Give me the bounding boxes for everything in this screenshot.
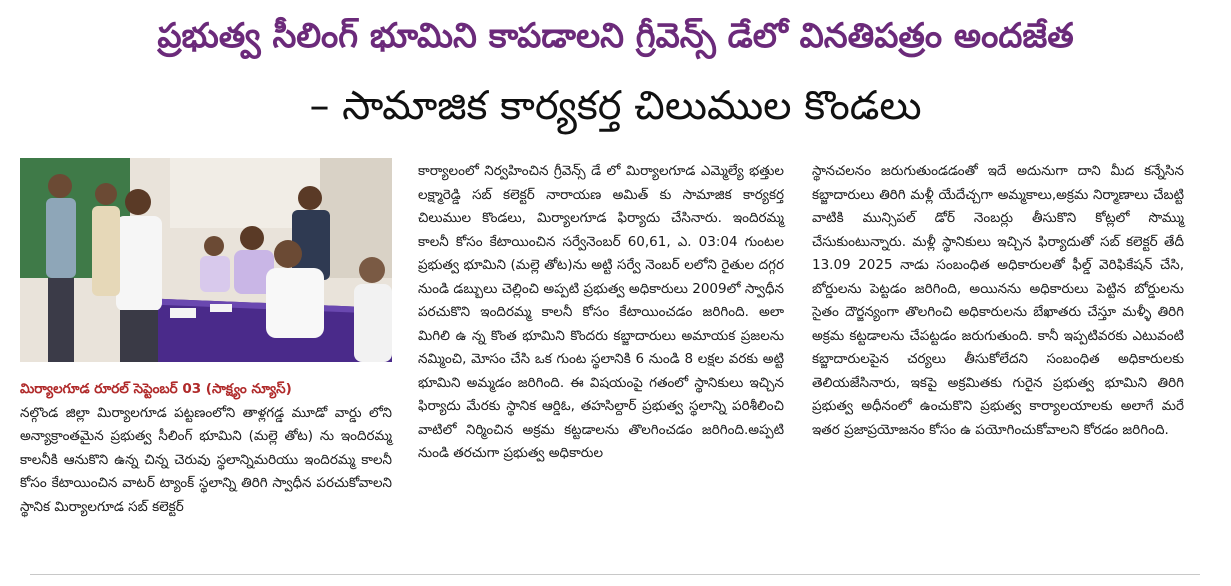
article-paragraph-2: కార్యాలంలో నిర్వహించిన గ్రీవెన్స్ డే లో మిర్యాలగూడ ఎమ్మెల్యే భత్తుల లక్ష్మారెడ్డి సబ్ కలెక్టర్ నారాయణ అమిత్ కు సామాజిక కార్యకర్త చిలుముల కొండలు, మిర్యాలగూడ ఫిర్యాదు చేసినారు. ఇందిరమ్మ కాలనీ కోసం కేటాయించిన సర్వేనెంబర్ 60,61, ఎ. 03:04 గుంటల ప్రభుత్వ భూమిని (మల్లె తోట)ను అట్టి సర్వే నెంబర్ లలోని రైతుల దగ్గర నుండి డబ్బులు చెల్లించి అప్పటి ప్రభుత్వ అధికారులు 2009లో స్వాధీన పరచుకొని ఇందిరమ్మ కాలనీ కోసం కేటాయించడం జరిగింది. అలా మిగిలి ఉ న్న కొంత భూమిని కొందరు కబ్జాదారులు అమాయక ప్రజలను నమ్మించి, మోసం చేసి ఒక గుంట స్థలానికి 6 నుండి 8 లక్షల వరకు అట్టి భూమిని అమ్మడం జరిగింది. ఈ విషయంపై గతంలో స్థానికులు ఇచ్చిన ఫిర్యాదు మేరకు స్థానిక ఆర్డిఓ, తహసిల్దార్ ప్రభుత్వ స్థలాన్ని పరిశీలించి వాటిలో నిర్మించిన అక్రమ కట్టడాలను తొలగించడం జరిగింది.అప్పటి నుండి తరచుగా ప్రభుత్వ అధికారుల (418, 163, 784, 461)
article-column-2 (418, 160, 784, 466)
subheadline: – సామాజిక కార్యకర్త చిలుముల కొండలు (309, 83, 922, 129)
article-column-1 (20, 378, 392, 519)
article-column-3 (812, 160, 1184, 442)
article-paragraph-3: స్థానచలనం జరుగుతుండడంతో ఇదే అదునుగా దాని మీద కన్నేసిన కబ్జాదారులు తిరిగి మళ్లీ యేదేచ్చగా అమ్మకాలు,అక్రమ నిర్మాణాలు చేబట్టి వాటికి మున్సిపల్ డోర్ నెంబర్లు తీసుకొని కోట్లలో సొమ్ము చేసుకుంటున్నారు. మళ్లీ స్థానికులు ఇచ్చిన ఫిర్యాదుతో సబ్ కలెక్టర్ తేదీ 13.09 2025 నాడు సంబంధిత అధికారులతో ఫీల్డ్ వెరిఫికేషన్ చేసి, బోర్డులను పెట్టడం జరిగింది, అయినను అధికారులు పెట్టిన బోర్డులను సైతం దౌర్జన్యంగా తొలగించి అధికారులను బేఖాతరు చేస్తూ మళ్ళీ తిరిగి అక్రమ కట్టడాలను చేపట్టడం జరుగుతుంది. కానీ ఇప్పటివరకు ఎటువంటి కబ్జాదారులపైన చర్యలు తీసుకోలేదని సంబంధిత అధికారులకు తెలియజేసినారు, ఇకపై అక్రమితకు గురైన ప్రభుత్వ భూమిని తిరిగి ప్రభుత్వ అధీనంలో ఉంచుకొని ప్రభుత్వ కార్యాలయాలకు అలాగే మరే ఇతర ప్రజాప్రయోజనం కోసం ఉ పయోగించుకోవాలని కోరడం జరిగింది. (812, 163, 1184, 438)
dateline: మిర్యాలగూడ రూరల్ సెప్టెంబర్ 03 (సాక్ష్యం న్యూస్) (20, 381, 292, 397)
headline: ప్రభుత్వ సీలింగ్ భూమిని కాపడాలని గ్రీవెన్స్ డేలో వినతిపత్రం అందజేత (157, 16, 1074, 56)
bottom-divider (30, 574, 1200, 575)
news-photo (20, 158, 392, 362)
article-paragraph-1: నల్గొండ జిల్లా మిర్యాలగూడ పట్టణంలోని తాళ్లగడ్డ మూడో వార్డు లోని అన్యాక్రాంతమైన ప్రభుత్వ సీలింగ్ భూమిని (మల్లె తోట) ను ఇందిరమ్మ కాలనీకి ఆనుకొని ఉన్న చిన్న చెరువు స్థలాన్నిమరియు ఇందిరమ్మ కాలనీ కోసం కేటాయించిన వాటర్ ట్యాంక్ స్థలాన్ని తిరిగి స్వాధీన పరచుకోవాలని స్థానిక మిర్యాలగూడ సబ్ కలెక్టర్ (20, 404, 392, 515)
